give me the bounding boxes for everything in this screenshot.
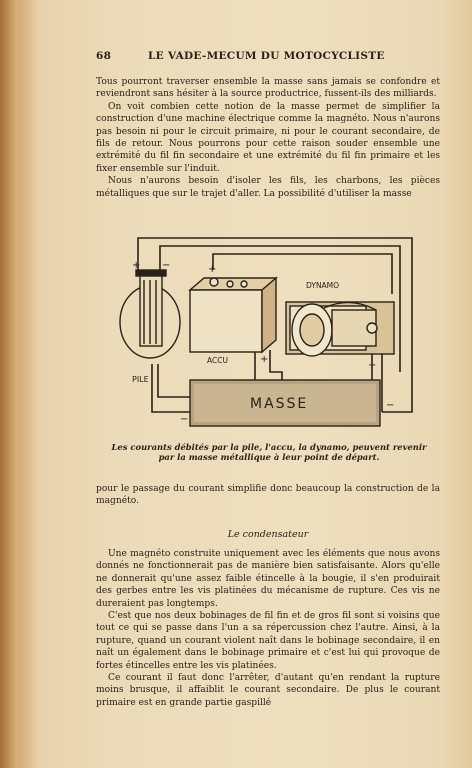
text-block-top bbox=[96, 76, 440, 200]
paragraph: pour le passage du courant simplifie donc beaucoup la construction de la magnéto. bbox=[96, 484, 440, 507]
circuit-figure bbox=[110, 232, 420, 437]
page-number: 68 bbox=[96, 50, 112, 62]
paragraph: Nous n'aurons besoin d'isoler les fils, les charbons, les pièces métalliques que sur le trajet d'aller. La possibilité d'utiliser la masse bbox=[96, 176, 440, 199]
paragraph: Ce courant il faut donc l'arrêter, d'autant qu'en rendant la rupture moins brusque, il affaiblit le courant secondaire. De plus le courant primaire est en grande partie gaspillé bbox=[96, 673, 440, 708]
minus-sign: − bbox=[162, 260, 171, 271]
accu-battery bbox=[190, 278, 276, 352]
plus-sign: + bbox=[260, 354, 269, 365]
dynamo-generator bbox=[286, 302, 394, 356]
minus-sign: − bbox=[386, 400, 395, 411]
figure-caption: Les courants débités par la pile, l'accu, la dynamo, peuvent revenir par la masse métallique à leur point de départ. bbox=[111, 442, 427, 462]
paragraph: C'est que nos deux bobinages de fil fin et de gros fil sont si voisins que tout ce qui se passe dans l'un a sa répercussion chez l'autre. Ainsi, à la rupture, quand un courant violent naît dans le bobinage secondaire, il en naît un également dans le bobinage primaire et c'est lui qui provoque de fortes étincelles entre les vis platinées. bbox=[96, 611, 440, 671]
paragraph: Tous pourront traverser ensemble la masse sans jamais se confondre et reviendront sans hésiter à la source productrice, fussent-ils des milliards. bbox=[96, 77, 440, 100]
plus-sign: + bbox=[368, 360, 377, 371]
section-title: Le condensateur bbox=[227, 529, 309, 540]
plus-sign: + bbox=[208, 264, 217, 275]
paragraph: On voit combien cette notion de la masse permet de simplifier la construction d'une machine électrique comme la magnéto. Nous n'aurons pas besoin ni pour le circuit primaire, ni pour le courant secondaire, de fils de retour. Nous pourrons pour cette raison souder ensemble une extrémité du fil fin secondaire et une extrémité du fil fin primaire et les fixer ensemble sur l'induit. bbox=[96, 101, 440, 174]
plus-sign: + bbox=[132, 260, 141, 271]
accu-label: ACCU bbox=[207, 356, 228, 365]
pile-cell bbox=[120, 270, 180, 358]
running-title: LE VADE-MECUM DU MOTOCYCLISTE bbox=[148, 50, 385, 62]
minus-sign: − bbox=[180, 414, 189, 425]
paragraph: Une magnéto construite uniquement avec les éléments que nous avons donnés ne fonctionnerait pas de manière bien satisfaisante. Alors qu'elle ne donnerait qu'une assez faible étincelle à la bougie, il s'en produirait des gerbes entre les vis platinées du mécanisme de rupture. Ces vis ne dureraient pas longtemps. bbox=[96, 549, 440, 609]
dynamo-label: DYNAMO bbox=[306, 281, 340, 290]
text-block-continued bbox=[96, 483, 440, 508]
book-binding-edge bbox=[0, 0, 18, 768]
text-block-bottom bbox=[96, 548, 440, 709]
masse-label: MASSE bbox=[250, 396, 309, 412]
wire bbox=[270, 350, 282, 380]
wire bbox=[158, 364, 190, 397]
pile-label: PILE bbox=[132, 375, 149, 384]
running-header bbox=[96, 50, 432, 66]
